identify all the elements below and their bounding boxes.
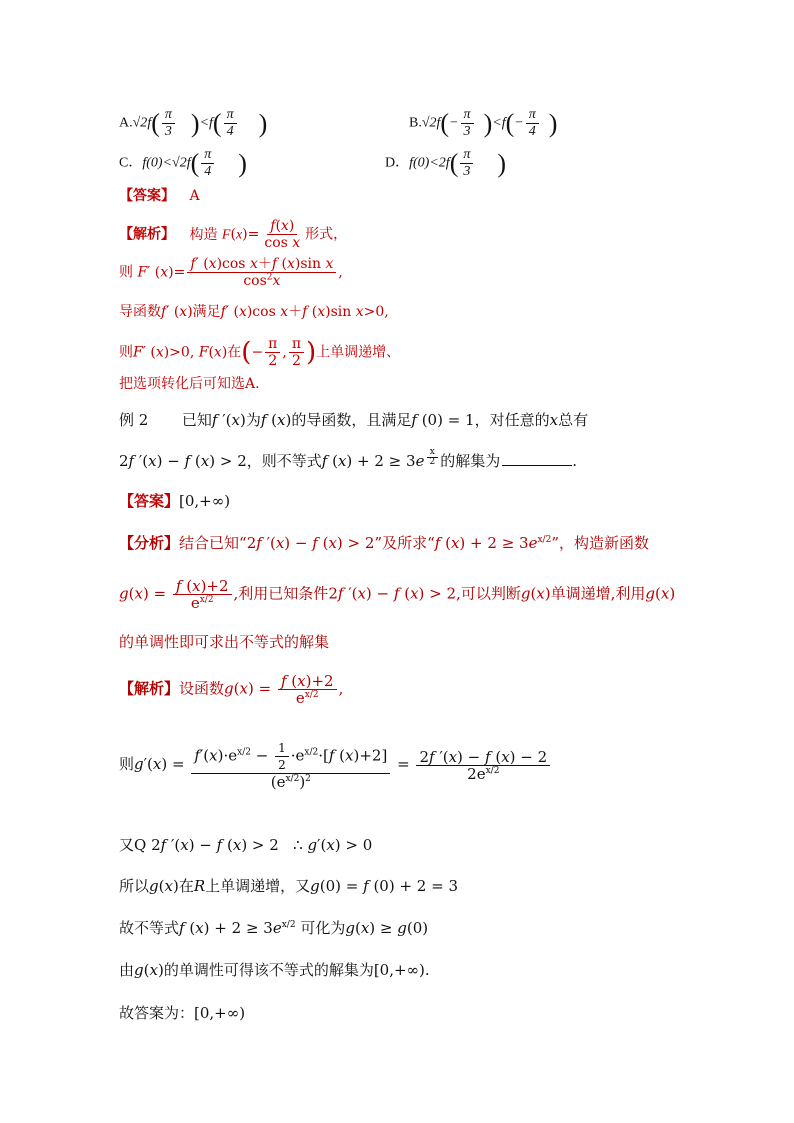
ex1-dao: 导函数 [119, 304, 161, 320]
ex1-jiexi-line4: 则F′ (x)>0, F(x)在(− $\frac{\pi}{2}$ , $\frac{\pi}{2}$ )上单调递增、 [119, 336, 401, 369]
ex1-jiexi-text1: 构造 [189, 226, 218, 243]
ex2-you2: 由g(x)的单调性可得该不等式的解集为[0,+∞). [119, 961, 430, 979]
option-b-label: B. [409, 115, 422, 131]
ex2-suoyi: 所以g(x)在R上单调递增，又g(0) = f (0) + 2 = 3 [119, 877, 458, 895]
ex2-suoyi2: 在 [178, 877, 194, 895]
option-d: D．f(0)<2f( $\frac{\pi}{3}$ ) [385, 147, 507, 179]
ex2-answer-value: [0,+∞) [179, 492, 231, 510]
ex2-suoyi1: 所以 [119, 877, 150, 895]
ex2-jiexi-text1: 设函数 [179, 679, 225, 698]
ex2-fenxi-text7: 的单调性即可求出不等式的解集 [119, 633, 330, 651]
ex2-text8: . [572, 452, 577, 470]
ex2-text6: ，则不等式 [246, 452, 322, 470]
ex2-fenxi-text4: ,利用已知条件 [233, 584, 329, 603]
ex2-text7: 的解集为 [440, 452, 501, 470]
ex2-gu: 故不等式f $(x) + 2 \ge 3e^{x/2}$ 可化为g(x) ≥ g(0) [119, 919, 429, 937]
ex2-you: 又Q 2f ′(x) − f (x) > 2 ∴ g′(x) > 0 [119, 836, 373, 854]
ex2-text3: 的导函数，且满足 [291, 411, 412, 429]
option-c: C．f(0)<√2f( $\frac{\pi}{4}$ ) [119, 147, 247, 179]
ex1-ze2: 则 [119, 344, 133, 361]
ex2-answer [119, 491, 230, 511]
ex1-answer [119, 186, 200, 206]
ex2-text4: ，对任意的 [474, 411, 550, 429]
ex2-title: 例 2 [119, 411, 149, 429]
ex2-fenxi-line1: 【分析】结合已知“2f ′(x) − f (x) > 2”及所求“f $(x) + 2 \ge 3e^{x/2}$”，构造新函数 [119, 534, 649, 552]
ex2-answer-label: 【答案】 [119, 492, 180, 510]
ex1-ze2-mid: 在 [227, 344, 242, 361]
ex2-fenxi-line3 [119, 632, 329, 652]
option-d-label: D． [385, 155, 410, 171]
ex2-text5: 总有 [558, 411, 589, 429]
ex2-jiexi-label: 【解析】 [119, 679, 180, 698]
ex1-jiexi-label: 【解析】 [119, 226, 175, 243]
ex2-fenxi-text1: 结合已知“ [179, 534, 247, 552]
ex2-final-label: 故答案为： [119, 1004, 195, 1022]
ex2-you2-2: 的单调性可得该不等式的解集为 [163, 961, 374, 979]
option-a: A.√2f( $\frac{\pi}{3}$ )<f( $\frac{\pi}{4}$ ) [119, 107, 268, 139]
ex1-dao-mid: 满足 [192, 304, 221, 320]
ex1-ze1: 则 [119, 264, 133, 281]
ex2-fenxi-text6: 单调递增,利用 [550, 584, 646, 603]
ex2-fenxi-label: 【分析】 [119, 534, 180, 552]
ex1-jiexi-line5 [119, 374, 260, 394]
ex1-jiexi-text2: 形式， [305, 226, 348, 243]
ex1-answer-value: A [189, 188, 200, 204]
answer-blank [502, 465, 572, 466]
option-b: B.√2f(− $\frac{\pi}{3}$ )<f(− $\frac{\pi}{4}$ ) [409, 107, 558, 139]
ex2-fenxi-text2: ”及所求“ [374, 534, 435, 552]
ex1-jiexi-line2: 则 F′ (x)= $\frac{\text{f′ (x)cos x＋f (x)sin x}}{\cos^2x}$ , [119, 256, 343, 289]
ex2-line2: 2f ′(x) − f (x) > 2，则不等式f (x) + 2 ≥ 3e $^{\frac{x}{2}}$ 的解集为 . [119, 447, 577, 470]
ex2-final [119, 1003, 245, 1023]
ex2-fenxi-text3: ”，构造新函数 [551, 534, 649, 552]
ex2-text1: 已知 [181, 411, 212, 429]
ex1-jiexi-line1: 【解析】 构造 F(x)= $\frac{f(x)}{\text{cos x}}$ 形式， [119, 218, 348, 251]
ex2-final-value: [0,+∞) [194, 1004, 246, 1022]
ex1-jiexi-line3: 导函数f′ (x)满足f′ (x)cos x＋f (x)sin x>0, [119, 304, 389, 320]
ex2-gu1: 故不等式 [119, 919, 180, 937]
ex2-you2-1: 由 [119, 961, 135, 979]
ex2-jiexi-line1: 【解析】设函数g(x) = $\frac{f (x)+2}{e^{x/2}}$ , [119, 672, 344, 707]
ex2-fenxi-line2: g(x) = $\frac{f (x)+2}{e^{x/2}}$ ,利用已知条件2f ′(x) − f (x) > 2,可以判断g(x)单调递增,利用g(x) [119, 577, 676, 612]
ex2-fenxi-text5: ,可以判断 [456, 584, 521, 603]
ex2-gu2: 可化为 [300, 919, 346, 937]
ex2-you-label: 又Q [119, 836, 147, 854]
ex2-line1: 例 2 已知f ′(x)为f (x)的导函数，且满足f (0) = 1，对任意的x总有 [119, 411, 589, 429]
ex1-last: 把选项转化后可知选A. [119, 376, 260, 392]
ex1-ze2-end: 上单调递增、 [316, 344, 401, 361]
option-a-label: A. [119, 115, 133, 131]
ex2-you2-3: [0,+∞). [373, 961, 430, 979]
ex2-suoyi3: 上单调递增，又 [205, 877, 311, 895]
ex1-answer-label: 【答案】 [119, 188, 175, 204]
option-c-label: C． [119, 155, 143, 171]
ex2-derivative: 则g′(x) = $f'(x)\cdot e^{x/2}$ − $\frac{1}{2}$ $\cdot e^{x/2}\cdot[f$ (x)+2] $(e^{x/2})^2$ = $\frac{2f '(x) - f (x) - 2}{2e^{x/2}}$ [119, 740, 552, 790]
ex2-text2: 为 [245, 411, 261, 429]
ex2-ze: 则 [119, 755, 135, 773]
